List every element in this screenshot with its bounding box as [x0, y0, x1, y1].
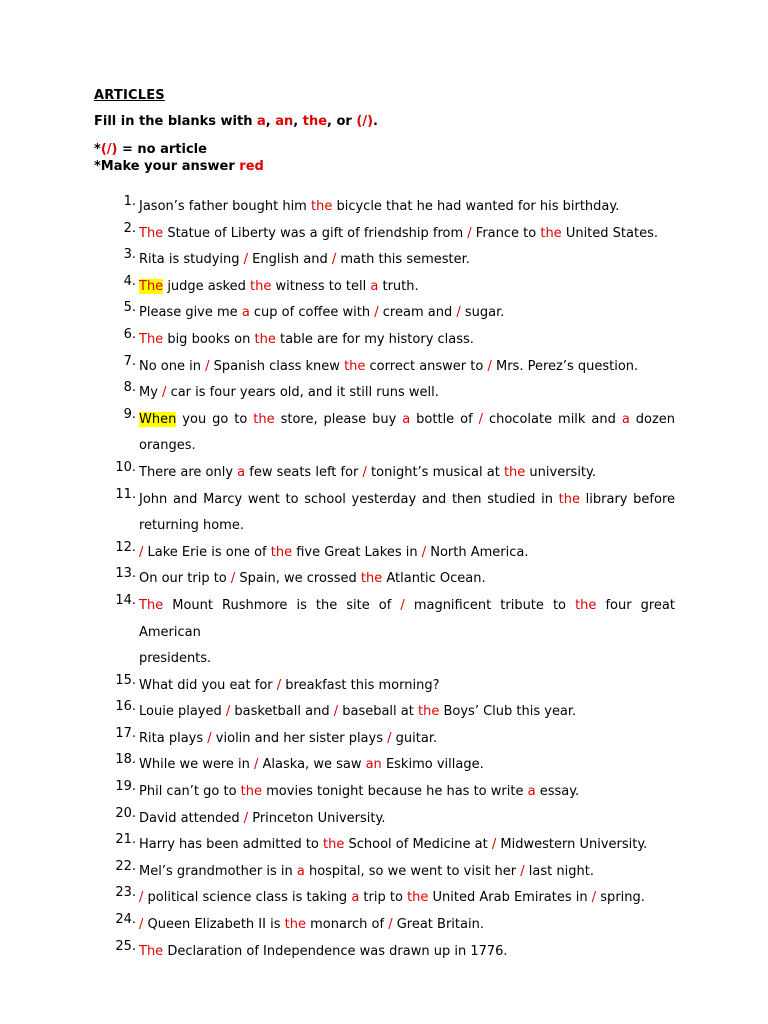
sentence-text: library before — [579, 491, 675, 507]
exercise-sentence — [139, 779, 675, 806]
answer-text: / — [243, 810, 249, 826]
answer-text: / — [230, 571, 236, 587]
answer-text: / — [139, 890, 144, 906]
answer-text: a — [351, 890, 360, 906]
exercise-number: 7. — [123, 353, 136, 369]
sentence-line — [139, 380, 675, 407]
exercise-sentence — [139, 566, 675, 593]
exercise-sentence — [139, 540, 675, 567]
sentence-text: five Great Lakes in — [292, 544, 422, 560]
sentence-text: Mount Rushmore is the site of — [163, 597, 401, 613]
exercise-item — [0, 274, 675, 301]
sentence-text: bicycle that he had wanted for his birthday. — [332, 199, 620, 214]
exercise-item — [0, 726, 675, 753]
exercise-number: 14. — [115, 592, 136, 608]
sentence-line — [139, 752, 675, 779]
sentence-text: violin and her sister plays — [211, 730, 388, 746]
sentence-text: Statue of Liberty was a gift of friendship from — [163, 225, 468, 241]
sentence-line — [139, 487, 675, 514]
exercise-sentence — [139, 673, 675, 700]
sentence-text: David attended — [139, 810, 244, 826]
answer-text: the — [575, 597, 597, 613]
answer-text: a — [296, 863, 305, 879]
instruction-option-a: a — [256, 114, 266, 129]
answer-text: the — [344, 358, 366, 374]
sentence-text: few seats left for — [245, 464, 363, 480]
worksheet-title: ARTICLES — [94, 88, 165, 103]
sentence-text: Princeton University. — [248, 810, 386, 826]
sentence-text: Boys’ Club this year. — [439, 704, 577, 720]
exercise-item — [0, 380, 675, 407]
exercise-number: 5. — [123, 300, 136, 316]
exercise-sentence — [139, 407, 675, 460]
sentence-text: car is four years old, and it still runs well. — [166, 385, 439, 401]
exercise-sentence — [139, 487, 675, 540]
sentence-text: Lake Erie is one of — [143, 544, 271, 560]
answer-text: / — [520, 863, 525, 879]
sentence-text: Mrs. Perez’s question. — [491, 358, 639, 374]
note-answer-color — [94, 159, 264, 174]
answer-text: / — [467, 225, 472, 241]
sentence-text: United States. — [561, 225, 658, 241]
sentence-text: cup of coffee with — [249, 305, 375, 321]
answer-text: / — [254, 757, 259, 773]
answer-text: a — [241, 305, 250, 321]
answer-text: / — [591, 890, 597, 906]
sentence-text: basketball and — [230, 704, 334, 720]
answer-text: / — [205, 358, 210, 374]
exercise-number: 2. — [123, 220, 136, 236]
answer-text: / — [139, 544, 144, 560]
exercise-sentence — [139, 726, 675, 753]
exercise-sentence — [139, 460, 675, 487]
answer-text: / — [276, 677, 282, 693]
answer-text: the — [360, 571, 383, 587]
note-answer-red: red — [239, 159, 264, 174]
exercise-sentence — [139, 221, 675, 248]
sentence-text: correct answer to — [365, 358, 488, 374]
answer-text: an — [365, 757, 382, 773]
sentence-text: My — [139, 385, 163, 401]
sentence-text: While we were in — [139, 757, 255, 773]
sentence-text: Louie played — [139, 704, 226, 720]
exercise-item — [0, 487, 675, 540]
answer-text: / — [456, 305, 461, 321]
answer-text: the — [253, 411, 275, 427]
sentence-text: breakfast this morning? — [281, 677, 440, 693]
exercise-list — [0, 194, 675, 965]
exercise-sentence — [139, 327, 675, 354]
sentence-text: English and — [248, 252, 332, 268]
exercise-sentence — [139, 832, 675, 859]
sentence-text: store, please buy — [274, 411, 403, 427]
sentence-text: dozen — [629, 411, 675, 427]
sentence-line — [139, 832, 675, 859]
answer-text: / — [139, 917, 144, 933]
sentence-text: university. — [525, 464, 596, 480]
sentence-text: France to — [471, 225, 541, 241]
exercise-item — [0, 752, 675, 779]
answer-text: the — [503, 464, 526, 480]
sentence-text: trip to — [359, 890, 408, 906]
exercise-item — [0, 327, 675, 354]
answer-text: the — [254, 331, 276, 347]
sentence-line — [139, 699, 675, 726]
sentence-text: presidents. — [139, 651, 212, 667]
exercise-item — [0, 806, 675, 833]
answer-text: The — [139, 943, 164, 959]
sentence-text: last night. — [524, 863, 594, 879]
note-star: * — [94, 142, 101, 157]
answer-text: the — [240, 784, 263, 800]
answer-text: the — [540, 225, 562, 241]
sentence-line — [139, 673, 675, 700]
exercise-item — [0, 194, 675, 221]
exercise-sentence — [139, 912, 675, 939]
note-no-article — [94, 142, 207, 157]
exercise-number: 11. — [115, 486, 136, 502]
answer-text: the — [418, 704, 440, 720]
answer-text: the — [310, 199, 333, 214]
exercise-item — [0, 859, 675, 886]
sentence-text: witness to tell — [271, 278, 371, 294]
sentence-line — [139, 513, 675, 540]
sentence-line — [139, 407, 675, 434]
exercise-item — [0, 566, 675, 593]
sentence-line — [139, 540, 675, 567]
exercise-number: 25. — [115, 938, 136, 954]
instruction-option-an: an — [275, 114, 294, 129]
exercise-number: 13. — [115, 566, 136, 582]
note-no-article-text: = no article — [117, 142, 207, 157]
sentence-text: No one in — [139, 358, 206, 374]
sentence-line — [139, 300, 675, 327]
exercise-number: 18. — [115, 752, 136, 768]
answer-text: / — [207, 730, 212, 746]
exercise-number: 12. — [115, 539, 136, 555]
sentence-line — [139, 939, 675, 966]
sentence-text: chocolate milk and — [483, 411, 622, 427]
answer-text: The — [139, 331, 164, 347]
instruction-separator: , — [265, 114, 276, 129]
exercise-number: 19. — [115, 779, 136, 795]
sentence-text: Midwestern University. — [496, 837, 648, 853]
exercise-number: 8. — [123, 380, 136, 396]
sentence-text: Spanish class knew — [209, 358, 345, 374]
sentence-line — [139, 327, 675, 354]
answer-text: the — [407, 890, 429, 906]
sentence-line — [139, 274, 675, 301]
answer-text: / — [478, 411, 484, 427]
exercise-number: 4. — [123, 273, 136, 289]
answer-text: / — [162, 385, 167, 401]
sentence-text: Eskimo village. — [381, 757, 484, 773]
instruction-separator: , or — [327, 114, 357, 129]
sentence-text: spring. — [596, 890, 645, 906]
answer-text: / — [487, 358, 492, 374]
exercise-number: 20. — [115, 805, 136, 821]
sentence-text: you go to — [176, 411, 254, 427]
exercise-sentence — [139, 593, 675, 673]
exercise-number: 10. — [115, 459, 136, 475]
answer-text: The — [139, 225, 164, 241]
sentence-text: guitar. — [391, 730, 438, 746]
sentence-text: judge asked — [163, 278, 250, 294]
sentence-text: On our trip to — [139, 571, 231, 587]
answer-text: a — [402, 411, 411, 427]
sentence-line — [139, 247, 675, 274]
answer-text: the — [323, 837, 345, 853]
exercise-item — [0, 247, 675, 274]
sentence-text: tonight’s musical at — [366, 464, 504, 480]
answer-text: a — [237, 464, 246, 480]
exercise-sentence — [139, 194, 675, 221]
answer-text: / — [333, 704, 339, 720]
exercise-sentence — [139, 752, 675, 779]
instruction-suffix: . — [373, 114, 378, 129]
answer-text: The — [139, 597, 164, 613]
exercise-number: 16. — [115, 699, 136, 715]
exercise-sentence — [139, 859, 675, 886]
sentence-text: political science class is taking — [143, 890, 352, 906]
answer-text: / — [491, 837, 497, 853]
sentence-text: Great Britain. — [392, 917, 484, 933]
note-no-article-symbol: (/) — [100, 142, 118, 157]
sentence-text: oranges. — [139, 438, 196, 454]
sentence-line — [139, 354, 675, 381]
answer-text: / — [362, 464, 367, 480]
sentence-text: table are for my history class. — [275, 331, 474, 347]
sentence-text: monarch of — [305, 917, 389, 933]
highlighted-text: When — [139, 411, 177, 427]
exercise-number: 9. — [123, 406, 136, 422]
sentence-line — [139, 194, 675, 221]
exercise-number: 17. — [115, 725, 136, 741]
answer-text: the — [270, 544, 293, 560]
exercise-sentence — [139, 380, 675, 407]
sentence-line — [139, 646, 675, 673]
exercise-number: 22. — [115, 858, 136, 874]
sentence-text: Queen Elizabeth II is — [143, 917, 285, 933]
note-answer-text: *Make your answer — [94, 159, 240, 174]
sentence-text: Declaration of Independence was drawn up in 1776. — [163, 943, 508, 959]
sentence-text: bottle of — [410, 411, 479, 427]
exercise-sentence — [139, 806, 675, 833]
exercise-sentence — [139, 300, 675, 327]
exercise-item — [0, 912, 675, 939]
sentence-text: Spain, we crossed — [235, 571, 361, 587]
sentence-text: John and Marcy went to school yesterday and then studied in — [139, 491, 559, 507]
exercise-sentence — [139, 354, 675, 381]
sentence-text: What did you eat for — [139, 677, 277, 693]
sentence-line — [139, 433, 675, 460]
exercise-sentence — [139, 699, 675, 726]
sentence-text: magnificent tribute to — [404, 597, 576, 613]
exercise-item — [0, 593, 675, 673]
sentence-text: baseball at — [338, 704, 418, 720]
exercise-item — [0, 832, 675, 859]
answer-text: / — [243, 252, 249, 268]
exercise-item — [0, 221, 675, 248]
sentence-text: cream and — [378, 305, 457, 321]
sentence-text: big books on — [163, 331, 255, 347]
exercise-number: 3. — [123, 247, 136, 263]
answer-text: / — [374, 305, 379, 321]
exercise-item — [0, 673, 675, 700]
sentence-text: Jason’s father bought him — [139, 199, 311, 214]
sentence-text: sugar. — [460, 305, 505, 321]
sentence-text: North America. — [426, 544, 529, 560]
exercise-number: 24. — [115, 912, 136, 928]
exercise-number: 6. — [123, 326, 136, 342]
sentence-line — [139, 593, 675, 646]
sentence-text: Rita is studying — [139, 252, 244, 268]
instruction-option-none: (/) — [356, 114, 374, 129]
exercise-item — [0, 699, 675, 726]
exercise-item — [0, 460, 675, 487]
sentence-line — [139, 859, 675, 886]
answer-text: / — [225, 704, 231, 720]
exercise-item — [0, 407, 675, 460]
answer-text: / — [400, 597, 405, 613]
sentence-text: United Arab Emirates in — [428, 890, 592, 906]
exercise-number: 21. — [115, 832, 136, 848]
sentence-text: Atlantic Ocean. — [382, 571, 486, 587]
exercise-item — [0, 939, 675, 966]
sentence-text: truth. — [378, 278, 419, 294]
exercise-sentence — [139, 885, 675, 912]
answer-text: the — [250, 278, 272, 294]
exercise-sentence — [139, 939, 675, 966]
answer-text: the — [284, 917, 306, 933]
exercise-number: 1. — [123, 194, 136, 209]
answer-text: / — [331, 252, 337, 268]
sentence-line — [139, 912, 675, 939]
exercise-number: 15. — [115, 672, 136, 688]
sentence-text: School of Medicine at — [344, 837, 492, 853]
exercise-number: 23. — [115, 885, 136, 901]
sentence-line — [139, 885, 675, 912]
exercise-item — [0, 779, 675, 806]
exercise-item — [0, 540, 675, 567]
exercise-sentence — [139, 247, 675, 274]
answer-text-highlighted: The — [139, 278, 164, 294]
exercise-item — [0, 354, 675, 381]
answer-text: a — [527, 784, 536, 800]
exercise-item — [0, 300, 675, 327]
answer-text: the — [558, 491, 580, 507]
exercise-sentence — [139, 274, 675, 301]
sentence-line — [139, 779, 675, 806]
sentence-text: Mel’s grandmother is in — [139, 863, 297, 879]
sentence-text: Please give me — [139, 305, 242, 321]
answer-text: / — [388, 917, 393, 933]
sentence-text: movies tonight because he has to write — [262, 784, 528, 800]
sentence-line — [139, 460, 675, 487]
sentence-text: four great American — [139, 597, 675, 640]
answer-text: / — [421, 544, 427, 560]
sentence-line — [139, 806, 675, 833]
sentence-text: Alaska, we saw — [258, 757, 366, 773]
answer-text: / — [387, 730, 392, 746]
instruction-line — [94, 114, 378, 129]
instruction-prefix: Fill in the blanks with — [94, 114, 257, 129]
instruction-option-the: the — [302, 114, 328, 129]
sentence-line — [139, 221, 675, 248]
answer-text: a — [370, 278, 379, 294]
sentence-text: There are only — [139, 464, 238, 480]
answer-text: a — [621, 411, 630, 427]
sentence-text: Harry has been admitted to — [139, 837, 324, 853]
instruction-separator: , — [293, 114, 303, 129]
sentence-text: Rita plays — [139, 730, 208, 746]
sentence-text: Phil can’t go to — [139, 784, 241, 800]
sentence-text: essay. — [535, 784, 580, 800]
sentence-line — [139, 566, 675, 593]
sentence-text: math this semester. — [336, 252, 470, 268]
sentence-text: returning home. — [139, 518, 244, 534]
sentence-text: hospital, so we went to visit her — [304, 863, 521, 879]
exercise-item — [0, 885, 675, 912]
sentence-line — [139, 726, 675, 753]
